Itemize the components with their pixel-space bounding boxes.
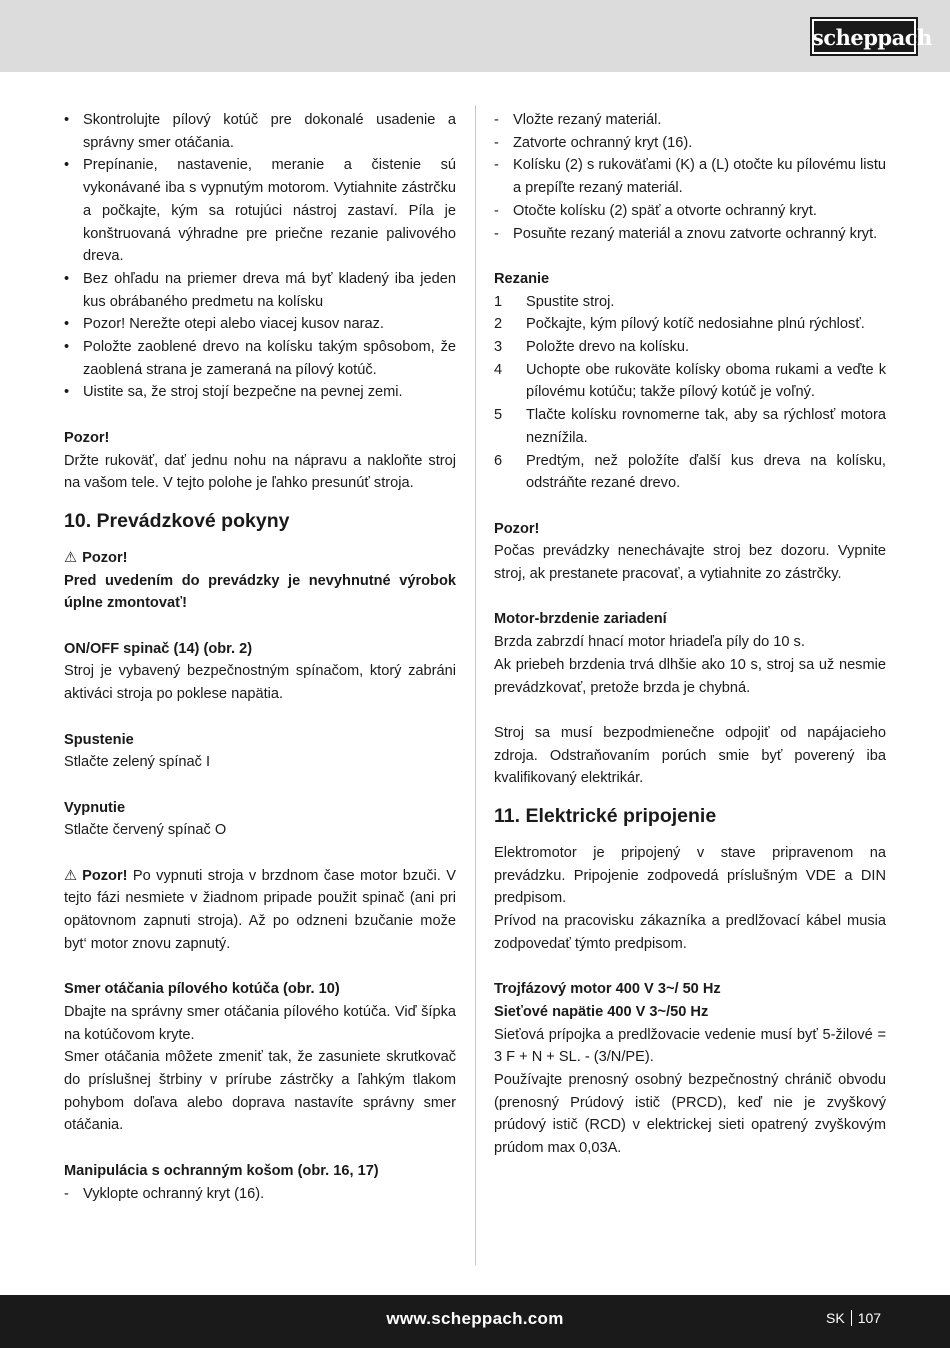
electric-text: Elektromotor je pripojený v stave pripravenom na prevádzku. Pripojenie zodpovedá príslušným VDE a DIN predpisom. <box>494 845 886 907</box>
warning-triangle-icon: ⚠ <box>64 867 78 884</box>
pozor-heading: Pozor! <box>494 520 540 537</box>
step-item: 1 Spustite stroj. <box>494 293 615 310</box>
safety-bullet-list <box>64 109 456 404</box>
mains-text: Sieťová prípojka a predlžovacie vedenie musí byť 5-žilové = 3 F + N + SL. - (3/N/PE). <box>494 1026 886 1066</box>
rotation-text: Smer otáčania môžete zmeniť tak, že zasuniete skrutkovač do príslušnej štrbiny v prírube zástrčky a ľahkým tlakom pohybom doľava alebo doprava nastavíte správny smer otáčania. <box>64 1049 456 1134</box>
bullet-item: • Pozor! Nerežte otepi alebo viacej kusov naraz. <box>64 313 456 336</box>
step-item: 3 Položte drevo na kolísku. <box>494 339 690 356</box>
page-info <box>826 1310 881 1326</box>
scheppach-logo: scheppach <box>810 17 918 56</box>
language-code: SK <box>826 1310 845 1326</box>
left-column <box>64 109 456 1205</box>
pozor-text: Počas prevádzky nenechávajte stroj bez dozoru. Vypnite stroj, ak prestanete pracovať, a vytiahnite zo zástrčky. <box>494 543 886 583</box>
section-11-title: 11. Elektrické pripojenie <box>494 805 717 828</box>
three-phase-heading: Trojfázový motor 400 V 3~/ 50 Hz <box>494 981 721 998</box>
bullet-item: • Skontrolujte pílový kotúč pre dokonalé usadenie a správny smer otáčania. <box>64 109 456 154</box>
step-item: 6 Predtým, než položíte ďalší kus dreva na kolísku, odstráňte rezané drevo. <box>494 452 886 492</box>
motor-brake-text: Ak priebeh brzdenia trvá dlhšie ako 10 s, stroj sa už nesmie prevádzkovať, pretože brzda je chybná. <box>494 656 886 696</box>
page-footer <box>0 1295 950 1348</box>
bullet-item: • Uistite sa, že stroj stojí bezpečne na pevnej zemi. <box>64 381 456 404</box>
guard-steps-continued <box>494 109 886 245</box>
section-10-title: 10. Prevádzkové pokyny <box>64 509 290 532</box>
dash-item: - Posuňte rezaný materiál a znovu zatvorte ochranný kryt. <box>494 223 886 246</box>
warning-heading: ⚠ Pozor! <box>64 547 456 570</box>
right-column <box>494 109 886 1160</box>
bullet-item: • Bez ohľadu na priemer dreva má byť kladený iba jeden kus obrábaného predmetu na kolísku <box>64 268 456 313</box>
rotation-text: Dbajte na správny smer otáčania pílového kotúča. Viď šípka na kotúčovom kryte. <box>64 1003 456 1043</box>
onoff-switch-heading: ON/OFF spinač (14) (obr. 2) <box>64 640 253 657</box>
spustenie-text: Stlačte zelený spínač I <box>64 754 211 771</box>
bullet-item: • Položte zaoblené drevo na kolísku takým spôsobom, že zaoblená strana je zameraná na pílový kotúč. <box>64 336 456 381</box>
step-item: 4 Uchopte obe rukoväte kolísky oboma rukami a veďte k pílovému kotúču; takže pílový kotúč je voľný. <box>494 361 886 401</box>
electric-text: Prívod na pracovisku zákazníka a predlžovací kábel musia zodpovedať týmto predpisom. <box>494 913 886 952</box>
guard-steps <box>64 1183 456 1206</box>
dash-item: - Vložte rezaný materiál. <box>494 109 886 132</box>
cutting-steps <box>494 291 886 495</box>
pozor-text: Držte rukoväť, dať jednu nohu na nápravu a nakloňte stroj na vašom tele. V tejto polohe je ľahko presunúť stroja. <box>64 452 456 492</box>
mains-voltage-heading: Sieťové napätie 400 V 3~/50 Hz <box>494 1003 709 1020</box>
bullet-item: • Prepínanie, nastavenie, meranie a čistenie sú vykonávané iba s vypnutým motorom. Vytiahnite zástrčku a počkajte, kým sa rotujúci nástroj zastaví. Píla je konštruovaná výhradne pre priečne rezanie palivového dreva. <box>64 154 456 268</box>
motor-brake-text: Brzda zabrzdí hnací motor hriadeľa píly do 10 s. <box>494 634 805 651</box>
separator <box>851 1310 852 1326</box>
dash-item: - Vyklopte ochranný kryt (16). <box>64 1183 456 1206</box>
warning-triangle-icon: ⚠ <box>64 549 78 566</box>
website-link[interactable]: www.scheppach.com <box>386 1309 564 1328</box>
motor-brake-heading: Motor-brzdenie zariadení <box>494 611 667 628</box>
page-header <box>0 0 950 72</box>
step-item: 2 Počkajte, kým pílový kotíč nedosiahne plnú rýchlosť. <box>494 316 865 333</box>
rezanie-heading: Rezanie <box>494 270 550 287</box>
page-number: 107 <box>857 1310 882 1326</box>
spustenie-heading: Spustenie <box>64 731 134 748</box>
rotation-heading: Smer otáčania pílového kotúča (obr. 10) <box>64 981 340 998</box>
motor-brake-text: Stroj sa musí bezpodmienečne odpojiť od napájacieho zdroja. Odstraňovaním porúch smie byť poverený iba kvalifikovaný elektrikár. <box>494 724 886 787</box>
warning-text: Pred uvedením do prevádzky je nevyhnutné výrobok úplne zmontovať! <box>64 572 456 612</box>
pozor-heading: Pozor! <box>64 429 110 446</box>
vypnutie-text: Stlačte červený spínač O <box>64 822 227 839</box>
column-divider <box>475 105 476 1265</box>
dash-item: - Kolísku (2) s rukoväťami (K) a (L) otočte ku pílovému listu a prepíľte rezaný materiál. <box>494 154 886 199</box>
dash-item: - Otočte kolísku (2) späť a otvorte ochranný kryt. <box>494 200 886 223</box>
onoff-switch-text: Stroj je vybavený bezpečnostným spínačom, ktorý zabráni aktiváci stroja po poklese napätia. <box>64 663 456 703</box>
dash-item: - Zatvorte ochranný kryt (16). <box>494 132 886 155</box>
braking-warning: ⚠ Pozor! Po vypnuti stroja v brzdnom čase motor bzuči. V tejto fázi nesmiete v žiadnom pripade použit spinač (ani pri opätovnom zapnuti stroja). Až po odzneni bzučanie može byt‘ motor znovu zapnutý. <box>64 865 456 956</box>
vypnutie-heading: Vypnutie <box>64 799 126 816</box>
mains-text: Používajte prenosný osobný bezpečnostný chránič obvodu (prenosný Prúdový istič (PRCD), keď nie je zvyškový prúdový istič (RCD) v elektrickej sieti opatrený zvyškovým prúdom max 0,03A. <box>494 1072 886 1157</box>
step-item: 5 Tlačte kolísku rovnomerne tak, aby sa rýchlosť motora neznížila. <box>494 407 886 446</box>
guard-heading: Manipulácia s ochranným košom (obr. 16, 17) <box>64 1162 379 1179</box>
